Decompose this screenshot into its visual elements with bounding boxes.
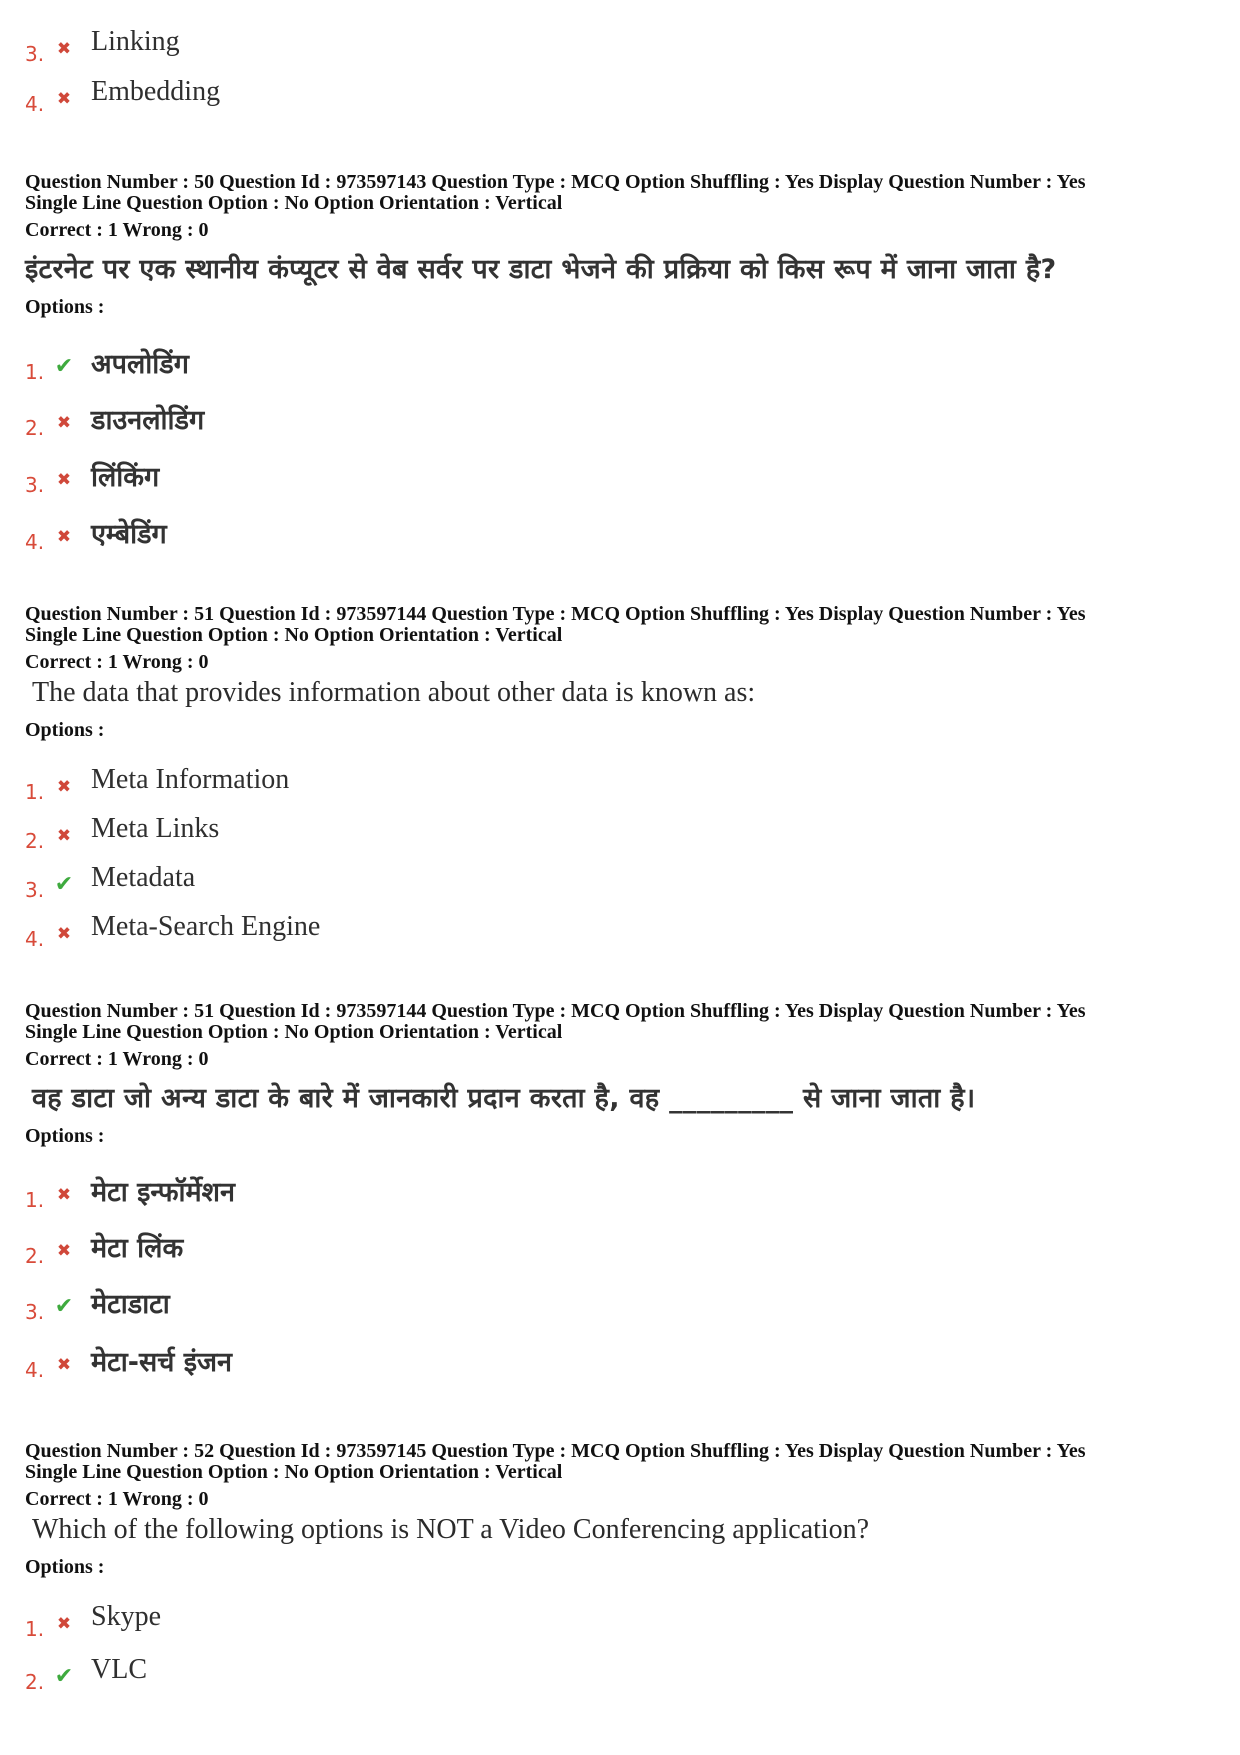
question-meta-line2: Single Line Question Option : No Option Orientation : Vertical xyxy=(25,192,563,214)
cross-icon: ✖ xyxy=(56,1614,72,1634)
check-icon: ✔ xyxy=(54,872,74,897)
check-icon: ✔ xyxy=(54,1664,74,1689)
cross-icon: ✖ xyxy=(56,924,72,944)
option-text: मेटा इन्फॉर्मेशन xyxy=(91,1177,235,1208)
option-number: 3. xyxy=(25,473,45,497)
options-label: Options : xyxy=(25,1125,105,1147)
option-item xyxy=(25,26,925,66)
option-text: Meta Links xyxy=(91,813,220,844)
cross-icon: ✖ xyxy=(56,470,72,490)
cross-icon: ✖ xyxy=(56,527,72,547)
option-number: 1. xyxy=(25,360,45,384)
question-meta-line1: Question Number : 50 Question Id : 973597143 Question Type : MCQ Option Shuffling : Yes Display Question Number : Yes xyxy=(25,171,1086,193)
cross-icon: ✖ xyxy=(56,1241,72,1261)
cross-icon: ✖ xyxy=(56,826,72,846)
option-text: Skype xyxy=(91,1601,161,1632)
option-text: Meta-Search Engine xyxy=(91,911,321,942)
option-item xyxy=(25,1228,925,1268)
option-item xyxy=(25,911,925,951)
option-text: Embedding xyxy=(91,76,221,107)
option-item xyxy=(25,764,925,804)
option-item xyxy=(25,344,925,384)
option-text: अपलोडिंग xyxy=(91,349,189,380)
question-block xyxy=(25,172,1220,319)
option-number: 3. xyxy=(25,1300,45,1324)
option-text: Linking xyxy=(91,26,180,57)
option-item xyxy=(25,514,925,554)
question-meta-line1: Question Number : 51 Question Id : 973597144 Question Type : MCQ Option Shuffling : Yes Display Question Number : Yes xyxy=(25,1000,1086,1022)
option-item xyxy=(25,1342,925,1382)
options-label: Options : xyxy=(25,719,105,741)
option-item xyxy=(25,813,925,853)
question-meta-line1: Question Number : 51 Question Id : 973597144 Question Type : MCQ Option Shuffling : Yes Display Question Number : Yes xyxy=(25,603,1086,625)
question-meta-line1: Question Number : 52 Question Id : 973597145 Question Type : MCQ Option Shuffling : Yes Display Question Number : Yes xyxy=(25,1440,1086,1462)
question-text: The data that provides information about other data is known as: xyxy=(32,677,756,708)
cross-icon: ✖ xyxy=(56,1355,72,1375)
check-icon: ✔ xyxy=(54,1294,74,1319)
option-number: 2. xyxy=(25,1244,45,1268)
question-meta-line2: Single Line Question Option : No Option Orientation : Vertical xyxy=(25,1461,563,1483)
option-number: 4. xyxy=(25,927,45,951)
option-text: Metadata xyxy=(91,862,196,893)
cross-icon: ✖ xyxy=(56,89,72,109)
option-number: 1. xyxy=(25,780,45,804)
option-text: मेटा-सर्च इंजन xyxy=(91,1347,233,1378)
cross-icon: ✖ xyxy=(56,413,72,433)
option-number: 3. xyxy=(25,878,45,902)
option-item xyxy=(25,1172,925,1212)
options-label: Options : xyxy=(25,1556,105,1578)
option-number: 3. xyxy=(25,42,45,66)
option-number: 4. xyxy=(25,530,45,554)
option-item xyxy=(25,457,925,497)
option-text: एम्बेडिंग xyxy=(91,519,167,550)
question-text: वह डाटा जो अन्य डाटा के बारे में जानकारी प्रदान करता है, वह _________ से जाना जाता है। xyxy=(32,1083,976,1114)
option-item xyxy=(25,76,925,116)
options-label: Options : xyxy=(25,296,105,318)
cross-icon: ✖ xyxy=(56,1185,72,1205)
question-marks: Correct : 1 Wrong : 0 xyxy=(25,1048,209,1070)
option-item xyxy=(25,1601,925,1641)
option-item xyxy=(25,1284,925,1324)
option-number: 1. xyxy=(25,1188,45,1212)
question-text: इंटरनेट पर एक स्थानीय कंप्यूटर से वेब सर्वर पर डाटा भेजने की प्रक्रिया को किस रूप में जाना जाता है? xyxy=(25,254,1057,285)
option-text: मेटाडाटा xyxy=(91,1289,170,1320)
question-block xyxy=(25,1441,1220,1579)
question-marks: Correct : 1 Wrong : 0 xyxy=(25,1488,209,1510)
option-number: 4. xyxy=(25,92,45,116)
option-text: मेटा लिंक xyxy=(91,1233,184,1264)
question-marks: Correct : 1 Wrong : 0 xyxy=(25,651,209,673)
option-text: VLC xyxy=(91,1654,147,1685)
question-marks: Correct : 1 Wrong : 0 xyxy=(25,219,209,241)
option-number: 1. xyxy=(25,1617,45,1641)
option-number: 2. xyxy=(25,416,45,440)
question-block xyxy=(25,1001,1220,1148)
check-icon: ✔ xyxy=(54,354,74,379)
option-item xyxy=(25,400,925,440)
option-number: 4. xyxy=(25,1358,45,1382)
option-number: 2. xyxy=(25,1670,45,1694)
option-number: 2. xyxy=(25,829,45,853)
question-meta-line2: Single Line Question Option : No Option Orientation : Vertical xyxy=(25,1021,563,1043)
cross-icon: ✖ xyxy=(56,777,72,797)
cross-icon: ✖ xyxy=(56,39,72,59)
question-meta-line2: Single Line Question Option : No Option Orientation : Vertical xyxy=(25,624,563,646)
option-text: लिंकिंग xyxy=(91,462,160,493)
option-text: Meta Information xyxy=(91,764,290,795)
option-item xyxy=(25,862,925,902)
question-block xyxy=(25,604,1220,742)
option-item xyxy=(25,1654,925,1694)
option-text: डाउनलोडिंग xyxy=(91,405,205,436)
question-text: Which of the following options is NOT a Video Conferencing application? xyxy=(32,1514,870,1545)
